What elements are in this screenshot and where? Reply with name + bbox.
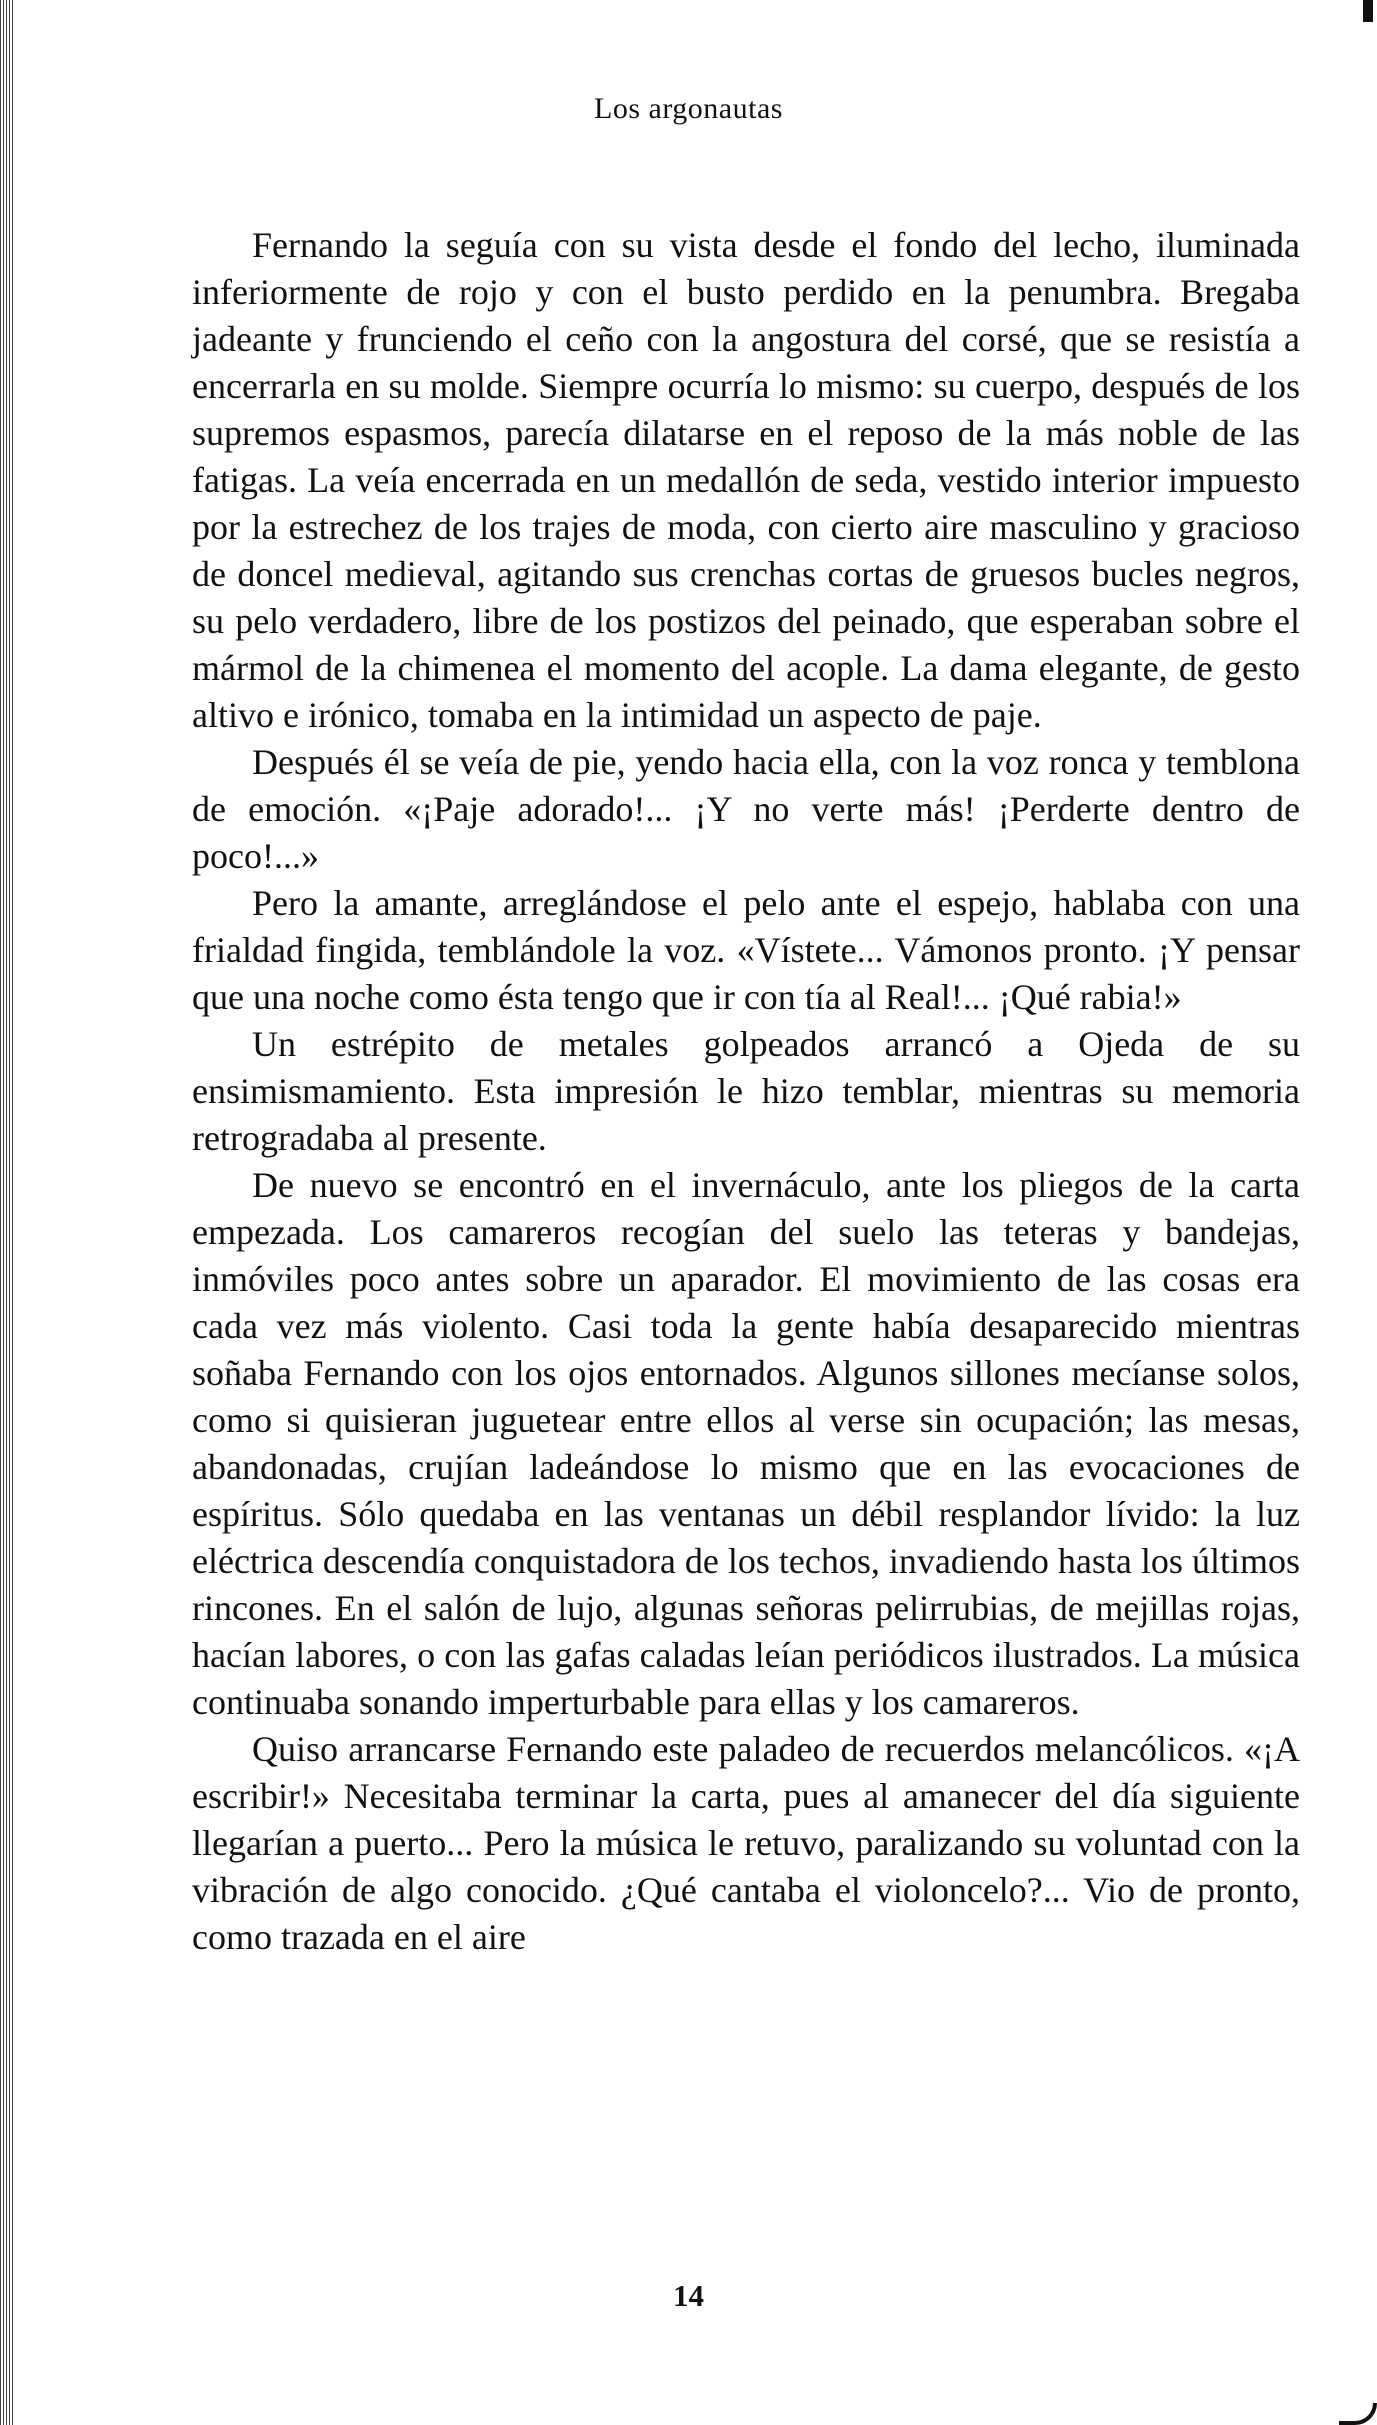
paragraph: De nuevo se encontró en el invernáculo, ante los pliegos de la carta empezada. Los camareros recogían del suelo las teteras y bandejas, inmóviles poco antes sobre un aparador. El movimiento de las cosas era cada vez más violento. Casi toda la gente había desaparecido mientras soñaba Fernando con los ojos entornados. Algunos sillones mecíanse solos, como si quisieran juguetear entre ellos al verse sin ocupación; las mesas, abandonadas, crujían ladeándose lo mismo que en las evocaciones de espíritus. Sólo quedaba en las ventanas un débil resplandor lívido: la luz eléctrica descendía conquistadora de los techos, invadiendo hasta los últimos rincones. En el salón de lujo, algunas señoras pelirrubias, de mejillas rojas, hacían labores, o con las gafas caladas leían periódicos ilustrados. La música continuaba sonando imperturbable para ellas y los camareros. [192,1165,1300,1722]
paragraph: Después él se veía de pie, yendo hacia ella, con la voz ronca y temblona de emoción. «¡Paje adorado!... ¡Y no verte más! ¡Perderte dentro de poco!...» [192,742,1300,876]
scan-corner-mark-top [1363,0,1373,22]
running-head: Los argonautas [594,92,783,125]
scan-binding-edge [0,0,14,2425]
paragraph: Un estrépito de metales golpeados arrancó a Ojeda de su ensimismamiento. Esta impresión le hizo temblar, mientras su memoria retrogradaba al presente. [192,1024,1300,1158]
paragraph: Quiso arrancarse Fernando este paladeo de recuerdos melancólicos. «¡A escribir!» Necesitaba terminar la carta, pues al amanecer del día siguiente llegarían a puerto... Pero la música le retuvo, paralizando su voluntad con la vibración de algo conocido. ¿Qué cantaba el violoncelo?... Vio de pronto, como trazada en el aire [192,1729,1300,1957]
page-number: 14 [673,2278,704,2313]
paragraph: Pero la amante, arreglándose el pelo ante el espejo, hablaba con una frialdad fingida, temblándole la voz. «Vístete... Vámonos pronto. ¡Y pensar que una noche como ésta tengo que ir con tía al Real!... ¡Qué rabia!» [192,883,1300,1017]
scan-corner-mark-bottom [1339,2403,1377,2425]
paragraph: Fernando la seguía con su vista desde el fondo del lecho, iluminada inferiormente de rojo y con el busto perdido en la penumbra. Bregaba jadeante y frunciendo el ceño con la angostura del corsé, que se resistía a encerrarla en su molde. Siempre ocurría lo mismo: su cuerpo, después de los supremos espasmos, parecía dilatarse en el reposo de la más noble de las fatigas. La veía encerrada en un medallón de seda, vestido interior impuesto por la estrechez de los trajes de moda, con cierto aire masculino y gracioso de doncel medieval, agitando sus crenchas cortas de gruesos bucles negros, su pelo verdadero, libre de los postizos del peinado, que esperaban sobre el mármol de la chimenea el momento del acople. La dama elegante, de gesto altivo e irónico, tomaba en la intimidad un aspecto de paje. [192,225,1300,735]
body-text [192,222,1300,1961]
